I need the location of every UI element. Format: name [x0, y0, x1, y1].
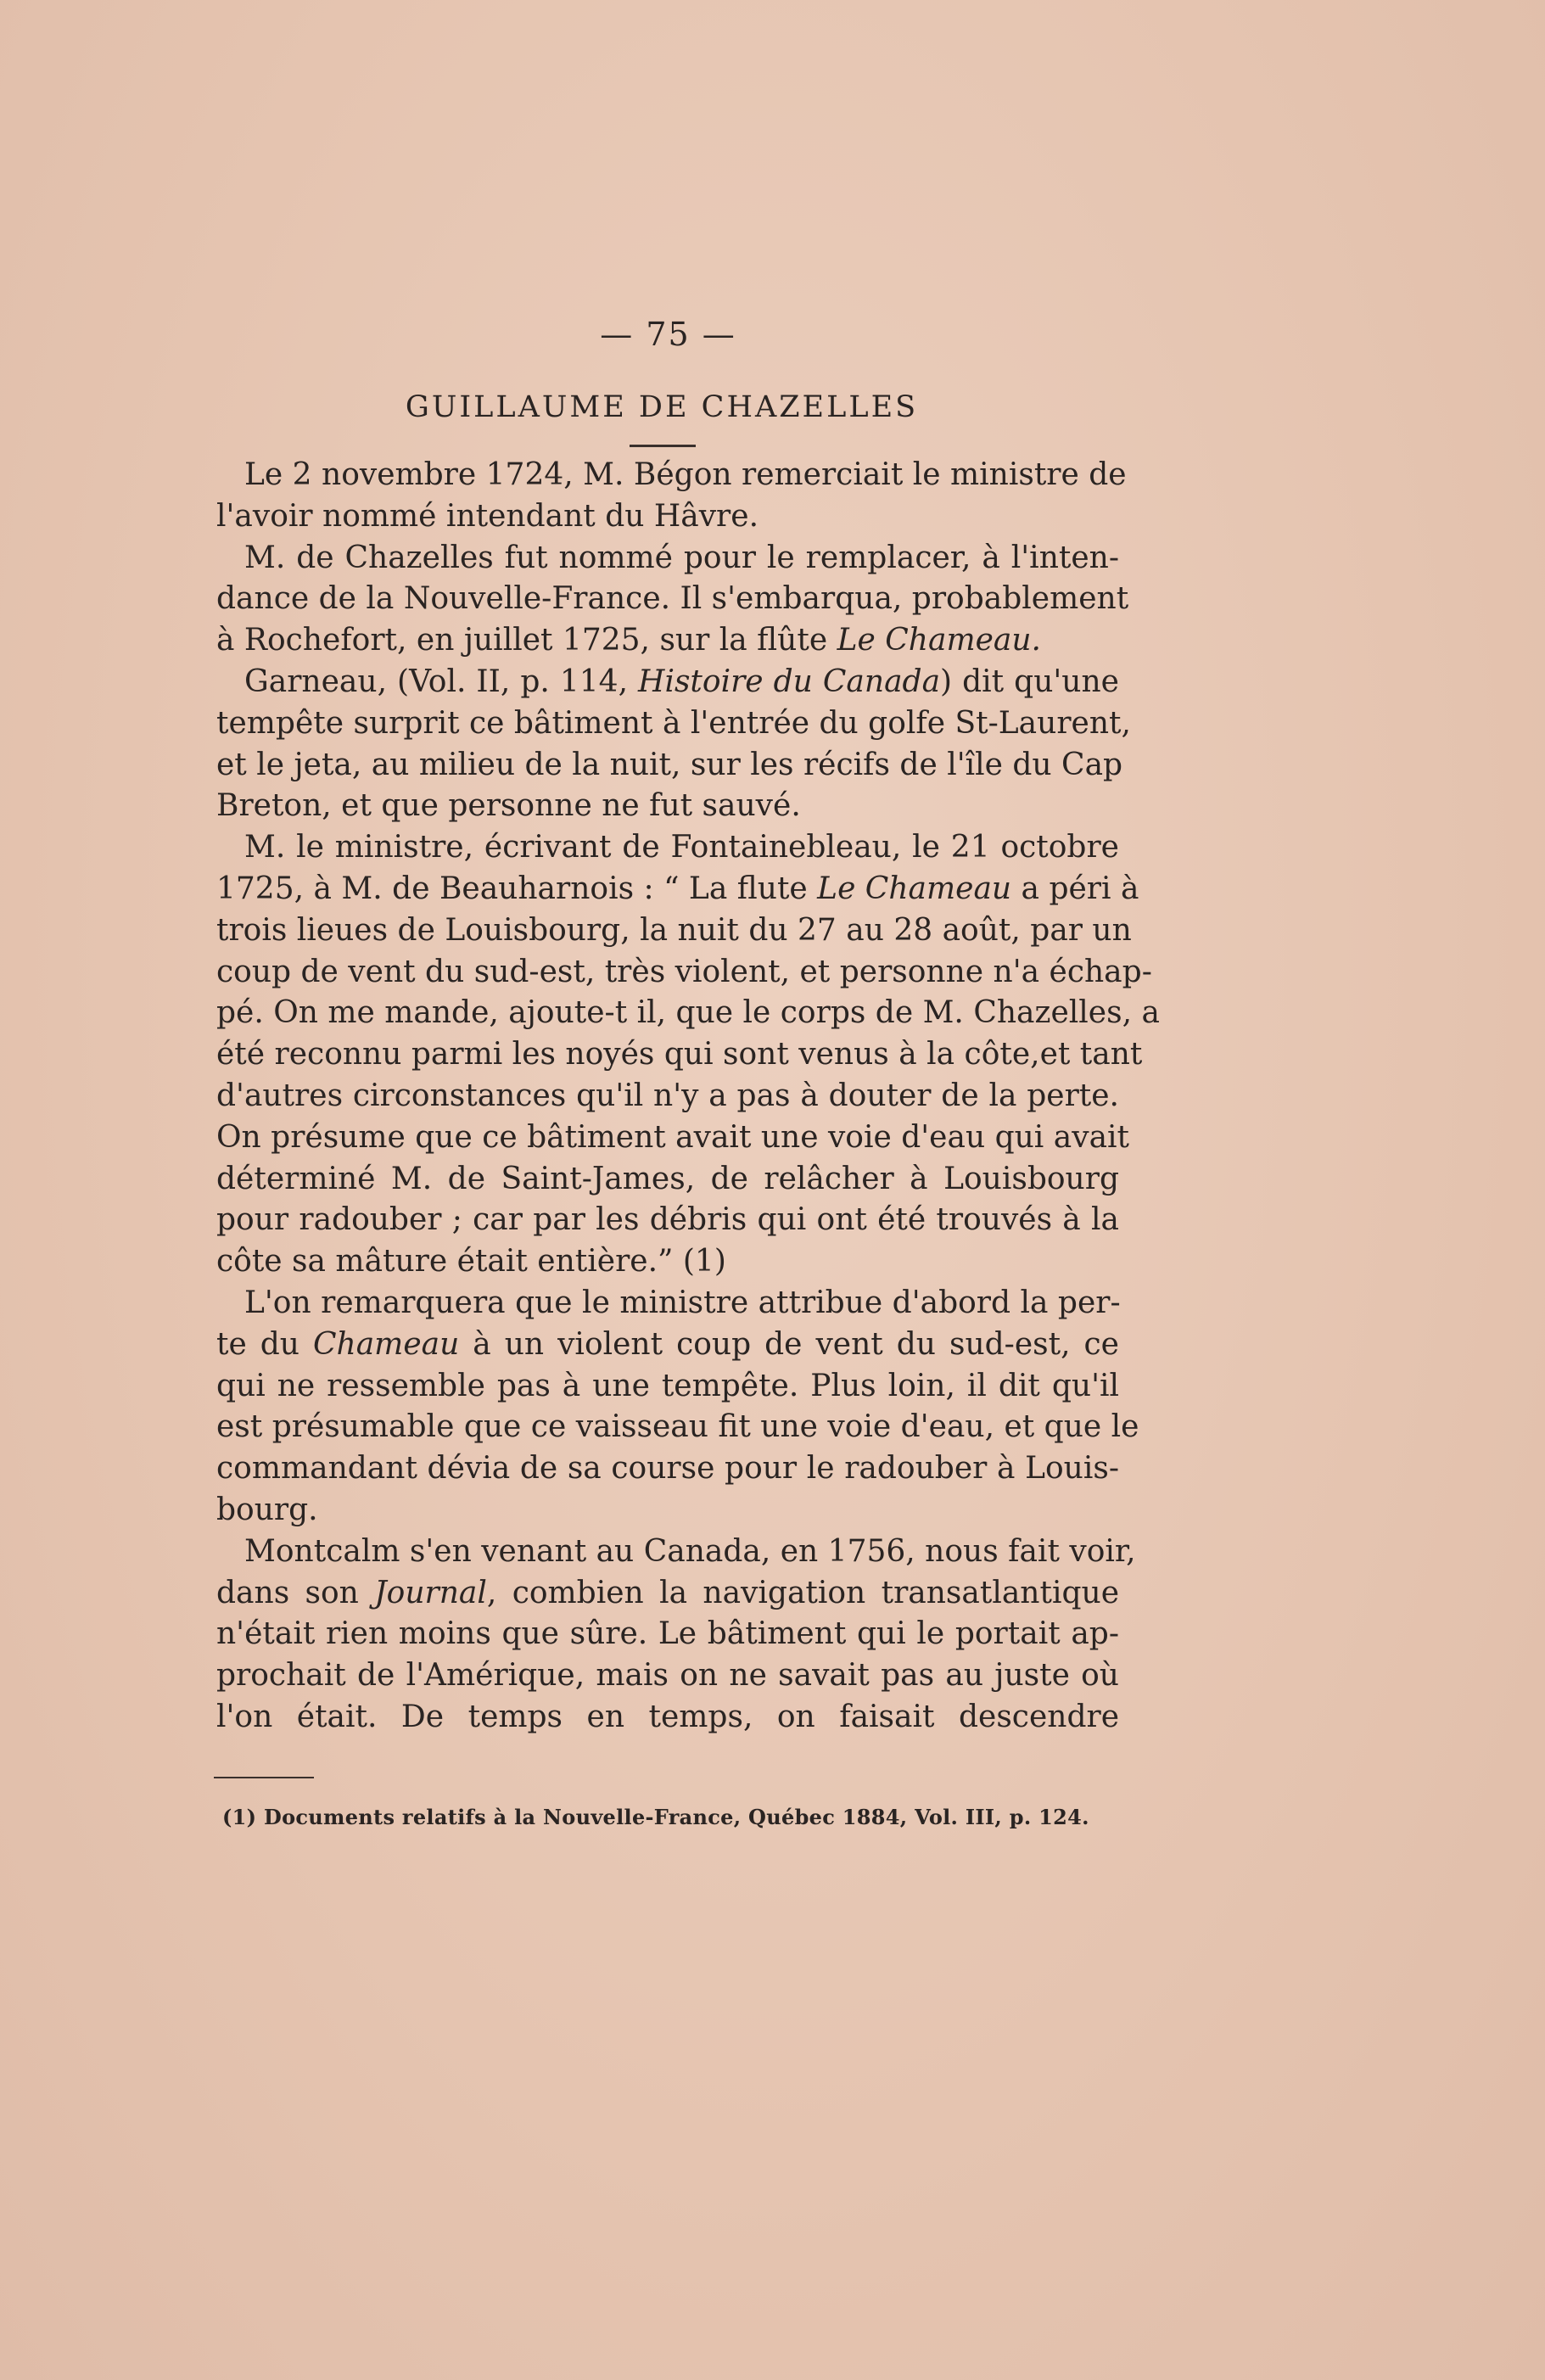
text-span: , combien la navigation transatlantique	[486, 1575, 1120, 1610]
text-span: à Rochefort, en juillet 1725, sur la flûte	[216, 623, 837, 658]
text-line: d'autres circonstances qu'il n'y a pas à douter de la perte.	[216, 1078, 1119, 1113]
text-line: pé. On me mande, ajoute-t il, que le corps de M. Chazelles, a	[216, 995, 1160, 1031]
text-line	[216, 1573, 1119, 1615]
chapter-title: GUILLAUME DE CHAZELLES	[405, 390, 919, 424]
text-line: n'était rien moins que sûre. Le bâtiment qui le portait ap-	[216, 1616, 1119, 1652]
text-span: Garneau, (Vol. II, p. 114,	[244, 664, 639, 699]
footnote: (1) Documents relatifs à la Nouvelle-France, Québec 1884, Vol. III, p. 124.	[222, 1805, 1089, 1829]
text-line: côte sa mâture était entière.” (1)	[216, 1244, 726, 1280]
italic-text: Le Chameau	[817, 871, 1012, 906]
text-line: bourg.	[216, 1492, 318, 1527]
text-line	[216, 1324, 1119, 1366]
text-line	[216, 869, 1139, 910]
text-line: pour radouber ; car par les débris qui ont été trouvés à la	[216, 1202, 1119, 1238]
text-line: Breton, et que personne ne fut sauvé.	[216, 788, 801, 824]
text-line: l'on était. De temps en temps, on faisait descendre	[216, 1699, 1119, 1734]
text-line: déterminé M. de Saint-James, de relâcher à Louisbourg	[216, 1161, 1119, 1196]
text-line: commandant dévia de sa course pour le radouber à Louis-	[216, 1451, 1119, 1487]
text-line: On présume que ce bâtiment avait une voie d'eau qui avait	[216, 1119, 1130, 1155]
text-line: qui ne ressemble pas à une tempête. Plus loin, il dit qu'il	[216, 1368, 1119, 1403]
italic-text: Histoire du Canada	[638, 664, 941, 699]
text-span: dans son	[216, 1575, 375, 1610]
text-span: te du	[216, 1326, 313, 1362]
italic-text: Chameau	[312, 1326, 460, 1362]
text-line: tempête surprit ce bâtiment à l'entrée du golfe St-Laurent,	[216, 705, 1131, 741]
body-text	[216, 455, 1160, 1739]
text-line	[216, 620, 1119, 662]
text-line	[216, 662, 1119, 703]
text-line: l'avoir nommé intendant du Hâvre.	[216, 498, 759, 534]
text-line: dance de la Nouvelle-France. Il s'embarqua, probablement	[216, 581, 1129, 617]
italic-text: Journal	[374, 1575, 487, 1610]
text-line: Le 2 novembre 1724, M. Bégon remerciait le ministre de	[244, 457, 1127, 492]
text-span: 1725, à M. de Beauharnois : “ La flute	[216, 871, 818, 906]
text-line: L'on remarquera que le ministre attribue d'abord la per-	[244, 1285, 1121, 1320]
text-line: Montcalm s'en venant au Canada, en 1756, nous fait voir,	[244, 1533, 1136, 1569]
text-span: à un violent coup de vent du sud-est, ce	[459, 1326, 1119, 1362]
text-line: et le jeta, au milieu de la nuit, sur les récifs de l'île du Cap	[216, 747, 1123, 782]
italic-text: Le Chameau.	[837, 623, 1041, 658]
text-line: prochait de l'Amérique, mais on ne savait pas au juste où	[216, 1658, 1119, 1694]
text-line: M. de Chazelles fut nommé pour le remplacer, à l'inten-	[244, 540, 1119, 575]
text-line: coup de vent du sud-est, très violent, et personne n'a échap-	[216, 954, 1152, 989]
text-line: M. le ministre, écrivant de Fontainebleau, le 21 octobre	[244, 830, 1119, 865]
text-span: ) dit qu'une	[940, 664, 1119, 699]
text-line: est présumable que ce vaisseau fit une voie d'eau, et que le	[216, 1409, 1139, 1445]
title-rule	[630, 445, 696, 447]
text-line: été reconnu parmi les noyés qui sont venus à la côte,et tant	[216, 1037, 1143, 1072]
text-span: a péri à	[1011, 871, 1139, 906]
footnote-rule	[214, 1777, 314, 1778]
page-number: — 75 —	[600, 316, 736, 353]
text-line: trois lieues de Louisbourg, la nuit du 27 au 28 août, par un	[216, 912, 1132, 948]
